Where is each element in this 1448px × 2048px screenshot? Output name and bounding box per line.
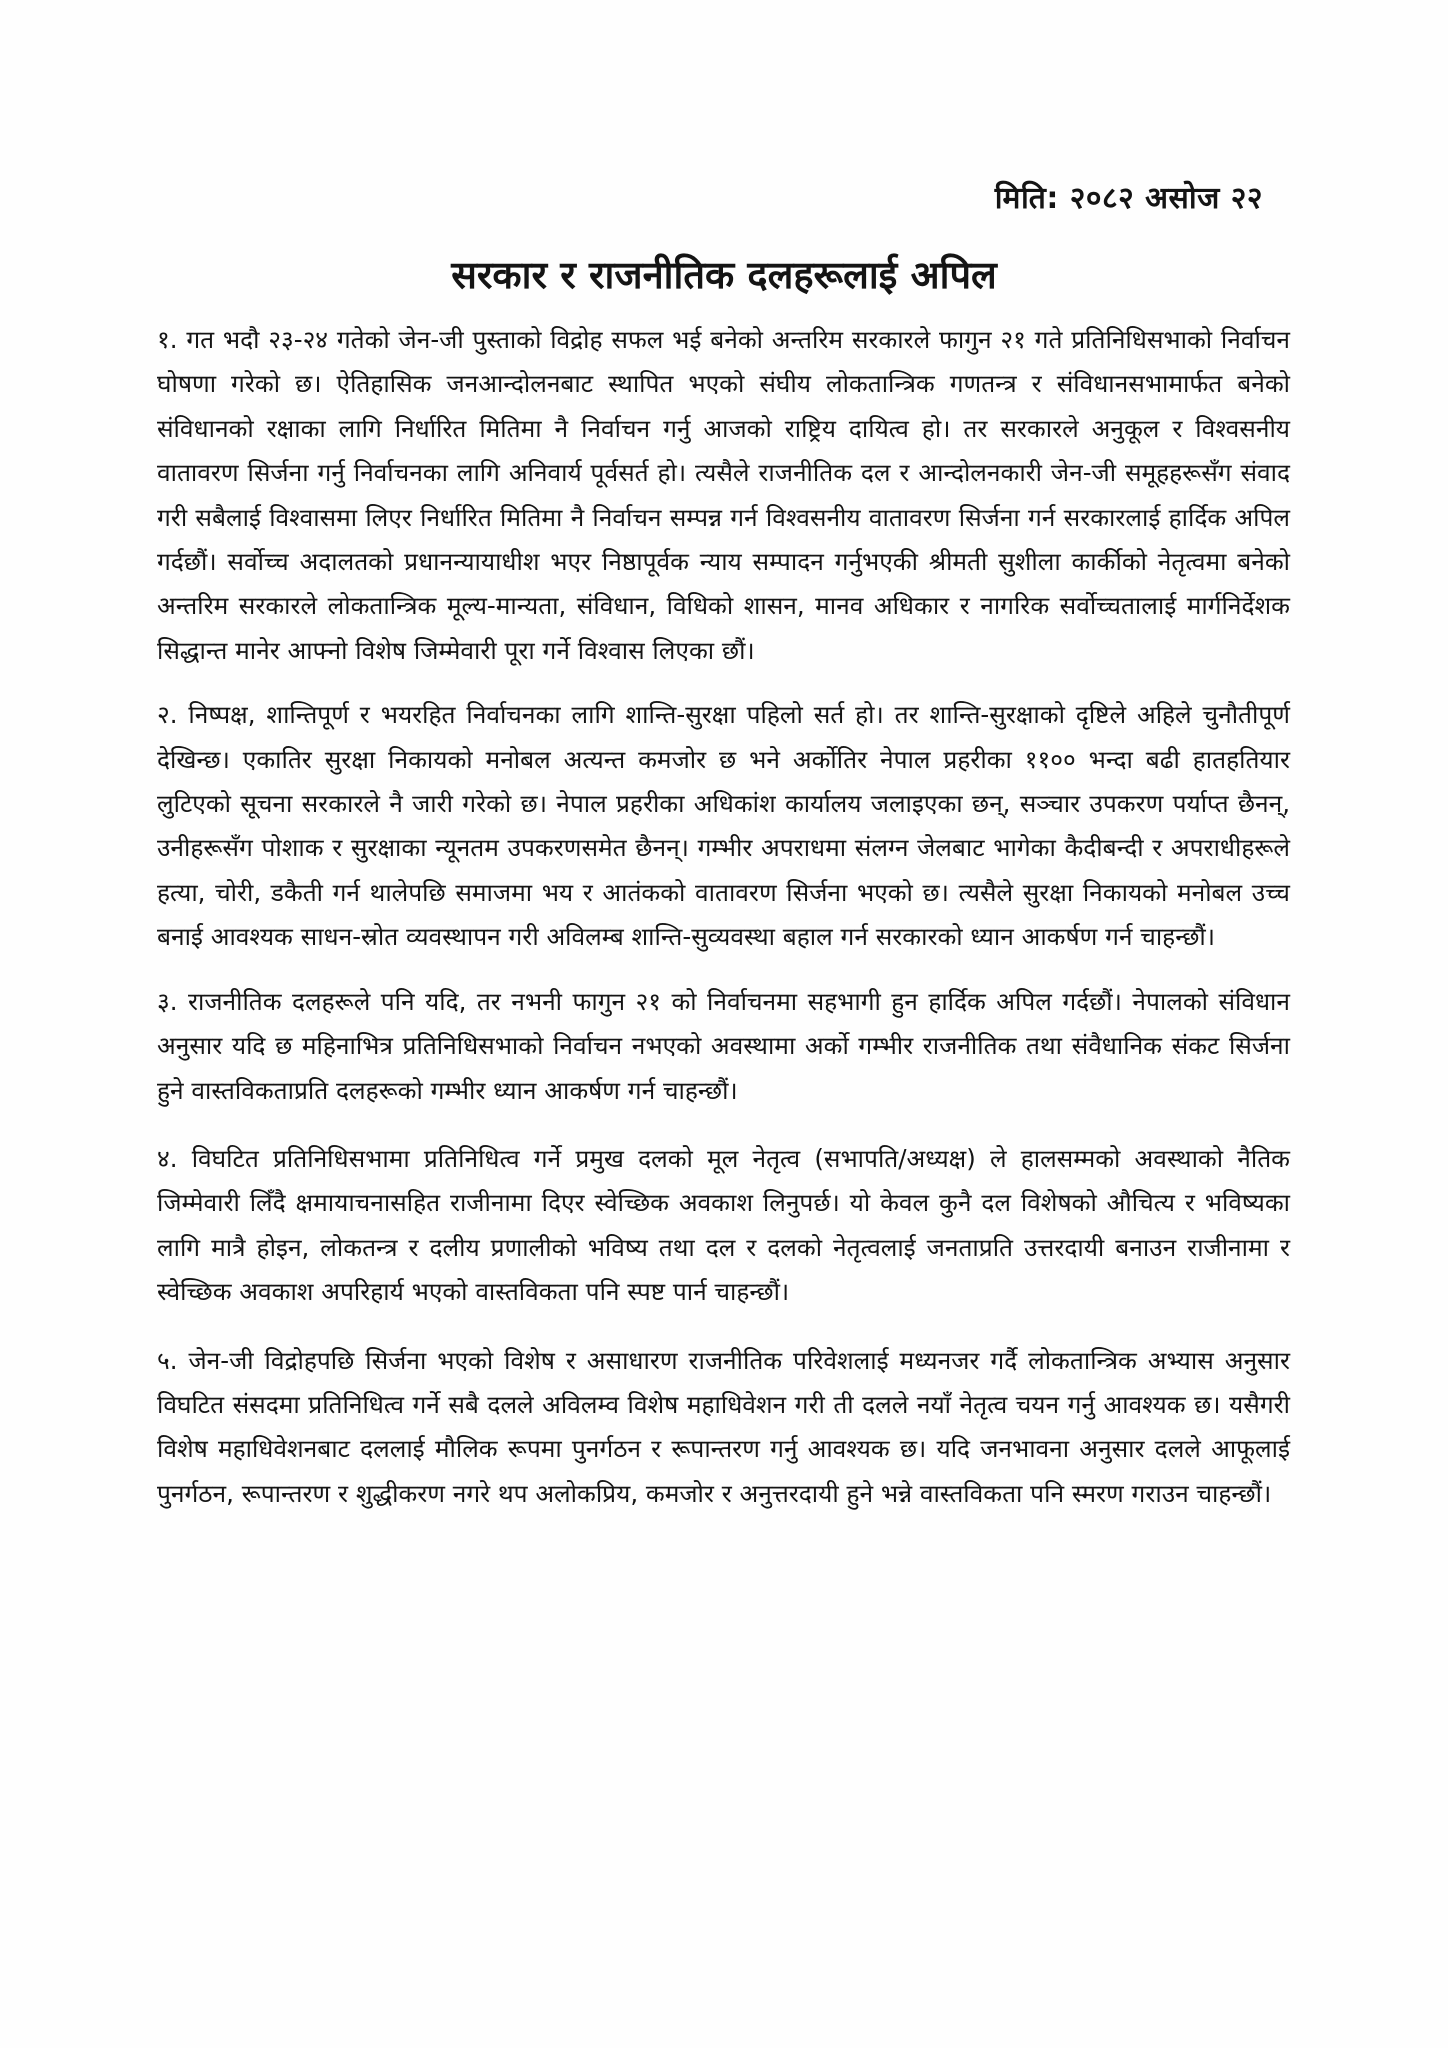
paragraph-1: १. गत भदौ २३-२४ गतेको जेन-जी पुस्ताको विद्रोह सफल भई बनेको अन्तरिम सरकारले फागुन २१ गते प्रतिनिधिसभाको निर्वाचन घोषणा गरेको छ। ऐतिहासिक जनआन्दोलनबाट स्थापित भएको संघीय लोकतान्त्रिक गणतन्त्र र संविधानसभामार्फत बनेको संविधानको रक्षाका लागि निर्धारित मितिमा नै निर्वाचन गर्नु आजको राष्ट्रिय दायित्व हो। तर सरकारले अनुकूल र विश्वसनीय वातावरण सिर्जना गर्नु निर्वाचनका लागि अनिवार्य पूर्वसर्त हो। त्यसैले राजनीतिक दल र आन्दोलनकारी जेन-जी समूहहरूसँग संवाद गरी सबैलाई विश्वासमा लिएर निर्धारित मितिमा नै निर्वाचन सम्पन्न गर्न विश्वसनीय वातावरण सिर्जना गर्न सरकारलाई हार्दिक अपिल गर्दछौं। सर्वोच्च अदालतको प्रधानन्यायाधीश भएर निष्ठापूर्वक न्याय सम्पादन गर्नुभएकी श्रीमती सुशीला कार्कीको नेतृत्वमा बनेको अन्तरिम सरकारले लोकतान्त्रिक मूल्य-मान्यता, संविधान, विधिको शासन, मानव अधिकार र नागरिक सर्वोच्चतालाई मार्गनिर्देशक सिद्धान्त मानेर आफ्नो विशेष जिम्मेवारी पूरा गर्ने विश्वास लिएका छौं। [157,325,1290,665]
paragraph-2: २. निष्पक्ष, शान्तिपूर्ण र भयरहित निर्वाचनका लागि शान्ति-सुरक्षा पहिलो सर्त हो। तर शान्ति-सुरक्षाको दृष्टिले अहिले चुनौतीपूर्ण देखिन्छ। एकातिर सुरक्षा निकायको मनोबल अत्यन्त कमजोर छ भने अर्कोतिर नेपाल प्रहरीका ११०० भन्दा बढी हातहतियार लुटिएको सूचना सरकारले नै जारी गरेको छ। नेपाल प्रहरीका अधिकांश कार्यालय जलाइएका छन्, सञ्चार उपकरण पर्याप्त छैनन्, उनीहरूसँग पोशाक र सुरक्षाका न्यूनतम उपकरणसमेत छैनन्। गम्भीर अपराधमा संलग्न जेलबाट भागेका कैदीबन्दी र अपराधीहरूले हत्या, चोरी, डकैती गर्न थालेपछि समाजमा भय र आतंकको वातावरण सिर्जना भएको छ। त्यसैले सुरक्षा निकायको मनोबल उच्च बनाई आवश्यक साधन-स्रोत व्यवस्थापन गरी अविलम्ब शान्ति-सुव्यवस्था बहाल गर्न सरकारको ध्यान आकर्षण गर्न चाहन्छौं। [157,700,1290,952]
document-body [157,318,1290,1536]
paragraph-5: ५. जेन-जी विद्रोहपछि सिर्जना भएको विशेष र असाधारण राजनीतिक परिवेशलाई मध्यनजर गर्दै लोकतान्त्रिक अभ्यास अनुसार विघटित संसदमा प्रतिनिधित्व गर्ने सबै दलले अविलम्व विशेष महाधिवेशन गरी ती दलले नयाँ नेतृत्व चयन गर्नु आवश्यक छ। यसैगरी विशेष महाधिवेशनबाट दललाई मौलिक रूपमा पुनर्गठन र रूपान्तरण गर्नु आवश्यक छ। यदि जनभावना अनुसार दलले आफूलाई पुनर्गठन, रूपान्तरण र शुद्धीकरण नगरे थप अलोकप्रिय, कमजोर र अनुत्तरदायी हुने भन्ने वास्तविकता पनि स्मरण गराउन चाहन्छौं। [157,1345,1290,1508]
document-title: सरकार र राजनीतिक दलहरूलाई अपिल [451,253,997,297]
paragraph-3: ३. राजनीतिक दलहरूले पनि यदि, तर नभनी फागुन २१ को निर्वाचनमा सहभागी हुन हार्दिक अपिल गर्दछौं। नेपालको संविधान अनुसार यदि छ महिनाभित्र प्रतिनिधिसभाको निर्वाचन नभएको अवस्थामा अर्को गम्भीर राजनीतिक तथा संवैधानिक संकट सिर्जना हुने वास्तविकताप्रति दलहरूको गम्भीर ध्यान आकर्षण गर्न चाहन्छौं। [157,986,1290,1105]
paragraph-4: ४. विघटित प्रतिनिधिसभामा प्रतिनिधित्व गर्ने प्रमुख दलको मूल नेतृत्व (सभापति/अध्यक्ष) ले हालसम्मको अवस्थाको नैतिक जिम्मेवारी लिँदै क्षमायाचनासहित राजीनामा दिएर स्वेच्छिक अवकाश लिनुपर्छ। यो केवल कुनै दल विशेषको औचित्य र भविष्यका लागि मात्रै होइन, लोकतन्त्र र दलीय प्रणालीको भविष्य तथा दल र दलको नेतृत्वलाई जनताप्रति उत्तरदायी बनाउन राजीनामा र स्वेच्छिक अवकाश अपरिहार्य भएको वास्तविकता पनि स्पष्ट पार्न चाहन्छौं। [157,1143,1290,1307]
date-line: मिति: २०८२ असोज २२ [994,181,1263,216]
